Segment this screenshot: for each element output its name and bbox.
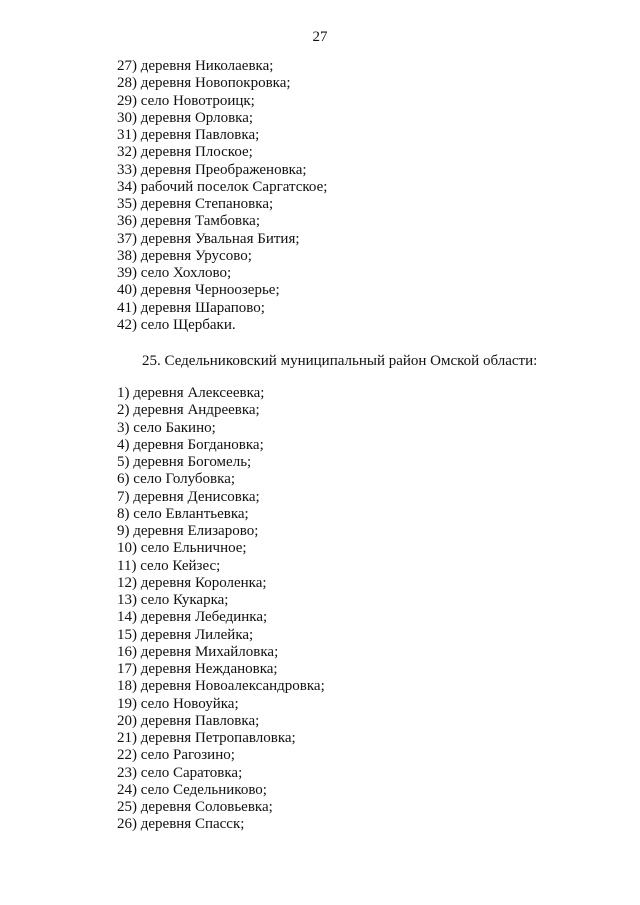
list-item: 3) село Бакино; [117,419,216,436]
settlement-list-continued [117,58,327,334]
list-item: 4) деревня Богдановка; [117,436,264,453]
list-item: 33) деревня Преображеновка; [117,161,307,178]
list-item: 10) село Ельничное; [117,540,247,557]
list-item: 26) деревня Спасск; [117,816,245,833]
list-item: 8) село Евлантьевка; [117,505,249,522]
list-item: 6) село Голубовка; [117,471,236,488]
list-item: 34) рабочий поселок Саргатское; [117,178,328,195]
list-item: 2) деревня Андреевка; [117,402,260,419]
list-item: 16) деревня Михайловка; [117,643,279,660]
list-item: 12) деревня Короленка; [117,574,267,591]
list-item: 18) деревня Новоалександровка; [117,678,325,695]
list-item: 32) деревня Плоское; [117,144,253,161]
page-number: 27 [312,29,328,45]
list-item: 11) село Кейзес; [117,557,221,574]
list-item: 15) деревня Лилейка; [117,626,254,643]
list-item: 7) деревня Денисовка; [117,488,260,505]
list-item: 27) деревня Николаевка; [117,58,274,74]
list-item: 24) село Седельниково; [117,781,267,798]
list-item: 29) село Новотроицк; [117,92,255,109]
list-item: 5) деревня Богомель; [117,454,252,470]
list-item: 19) село Новоуйка; [117,695,239,712]
list-item: 20) деревня Павловка; [117,712,260,729]
list-item: 35) деревня Степановка; [117,196,274,212]
list-item: 28) деревня Новопокровка; [117,75,291,92]
list-item: 21) деревня Петропавловка; [117,730,296,746]
list-item: 17) деревня Неждановка; [117,661,278,677]
list-item: 36) деревня Тамбовка; [117,213,260,230]
section-heading: 25. Седельниковский муниципальный район Омской области: [142,353,538,369]
settlement-list-sedelnikovsky [117,385,325,834]
list-item: 25) деревня Соловьевка; [117,799,273,815]
list-item: 38) деревня Урусово; [117,247,252,264]
list-item: 14) деревня Лебединка; [117,609,268,626]
list-item: 42) село Щербаки. [117,316,236,333]
list-item: 22) село Рагозино; [117,747,235,764]
list-item: 41) деревня Шарапово; [117,299,265,316]
list-item: 39) село Хохлово; [117,265,232,281]
list-item: 40) деревня Черноозерье; [117,282,280,299]
list-item: 37) деревня Увальная Бития; [117,230,300,247]
list-item: 13) село Кукарка; [117,592,229,608]
list-item: 23) село Саратовка; [117,764,243,781]
list-item: 31) деревня Павловка; [117,127,260,143]
list-item: 30) деревня Орловка; [117,109,254,126]
list-item: 1) деревня Алексеевка; [117,385,265,401]
list-item: 9) деревня Елизарово; [117,523,259,539]
